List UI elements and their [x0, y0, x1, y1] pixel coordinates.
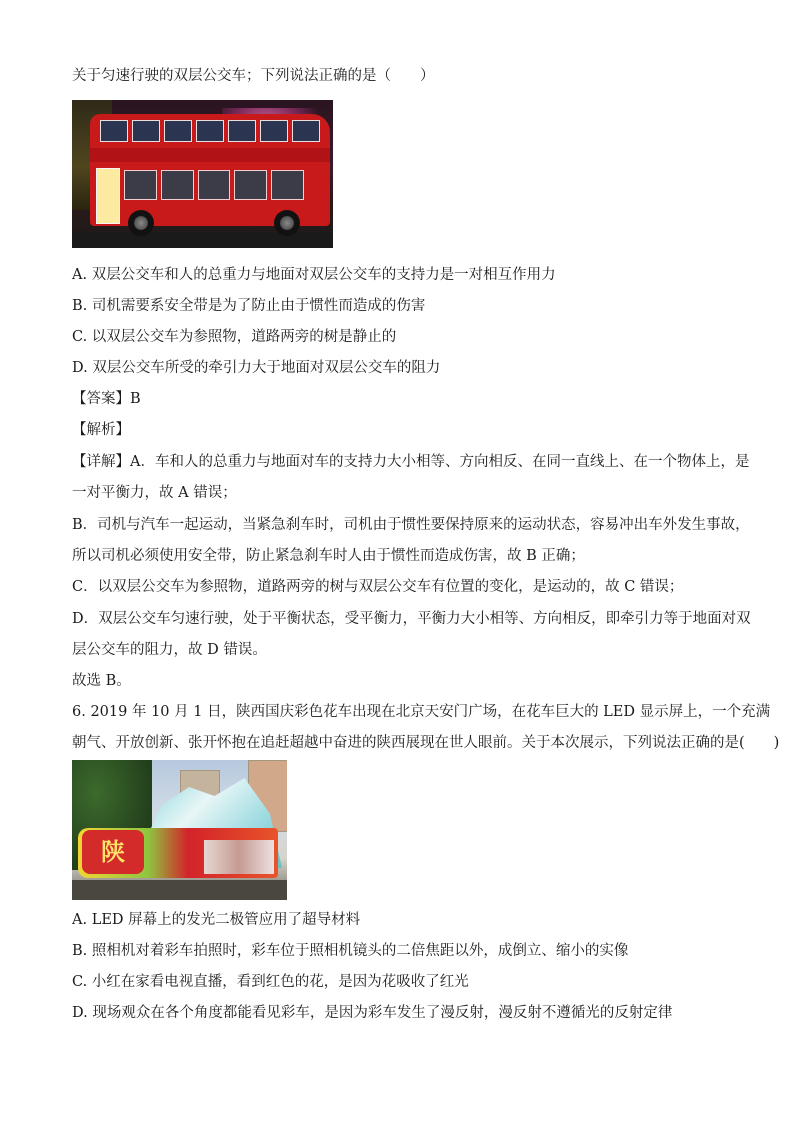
detail-line: 一对平衡力，故 A 错误； [72, 485, 237, 501]
q6-option-a: A. LED 屏幕上的发光二极管应用了超导材料 [72, 912, 361, 928]
answer-label: 【答案】 [72, 391, 130, 407]
road-shape [72, 232, 333, 248]
detail-line: D．双层公交车匀速行驶，处于平衡状态，受平衡力，平衡力大小相等、方向相反，即牵引力等于地面对双 [72, 611, 751, 627]
shaanxi-float-photo [72, 760, 287, 900]
q5-stem [72, 66, 435, 86]
led-screen-shape [204, 840, 274, 874]
q5-option-a: A. 双层公交车和人的总重力与地面对双层公交车的支持力是一对相互作用力 [72, 267, 556, 283]
detail-line: B．司机与汽车一起运动，当紧急刹车时，司机由于惯性要保持原来的运动状态，容易冲出车外发生事故， [72, 517, 750, 533]
answer-value: B [130, 391, 141, 407]
upper-windows [100, 120, 320, 142]
q5-option-b: B. 司机需要系安全带是为了防止由于惯性而造成的伤害 [72, 298, 426, 314]
double-decker-bus-photo [72, 100, 333, 248]
lower-windows [124, 170, 304, 200]
q6-stem-line2: 朝气、开放创新、张开怀抱在追赶超越中奋进的陕西展现在世人眼前。关于本次展示，下列说法正确的是( ) [72, 735, 780, 751]
detail-line: 【详解】A．车和人的总重力与地面对车的支持力大小相等、方向相反、在同一直线上、在一个物体上，是 [72, 454, 750, 470]
ground-shape [72, 880, 287, 900]
q5-option-c: C. 以双层公交车为参照物，道路两旁的树是静止的 [72, 329, 397, 345]
rear-wheel [274, 210, 300, 236]
q5-stem-text: 关于匀速行驶的双层公交车；下列说法正确的是 [72, 68, 377, 84]
front-wheel [128, 210, 154, 236]
q5-answer-bracket: （ ） [376, 68, 435, 84]
q6-option-c: C. 小红在家看电视直播，看到红色的花，是因为花吸收了红光 [72, 974, 469, 990]
q6-stem-line1: 6. 2019 年 10 月 1 日，陕西国庆彩色花车出现在北京天安门广场，在花车巨大的 LED 显示屏上，一个充满 [72, 704, 771, 720]
conclusion-line: 故选 B。 [72, 673, 131, 689]
detail-line: 所以司机必须使用安全带，防止紧急刹车时人由于惯性而造成伤害，故 B 正确； [72, 548, 585, 564]
bus-door [96, 168, 120, 224]
analysis-label: 【解析】 [72, 422, 130, 438]
detail-line: 层公交车的阻力，故 D 错误。 [72, 642, 267, 658]
detail-line: C．以双层公交车为参照物，道路两旁的树与双层公交车有位置的变化，是运动的，故 C 错误； [72, 579, 684, 595]
q6-option-d: D. 现场观众在各个角度都能看见彩车，是因为彩车发生了漫反射，漫反射不遵循光的反射定律 [72, 1005, 673, 1021]
q5-answer [72, 389, 141, 409]
bus-stripe [90, 148, 330, 162]
q5-option-d: D. 双层公交车所受的牵引力大于地面对双层公交车的阻力 [72, 360, 441, 376]
float-sign-shape: 陕 [82, 830, 144, 874]
q6-option-b: B. 照相机对着彩车拍照时，彩车位于照相机镜头的二倍焦距以外，成倒立、缩小的实像 [72, 943, 629, 959]
red-bus-shape [90, 114, 330, 226]
